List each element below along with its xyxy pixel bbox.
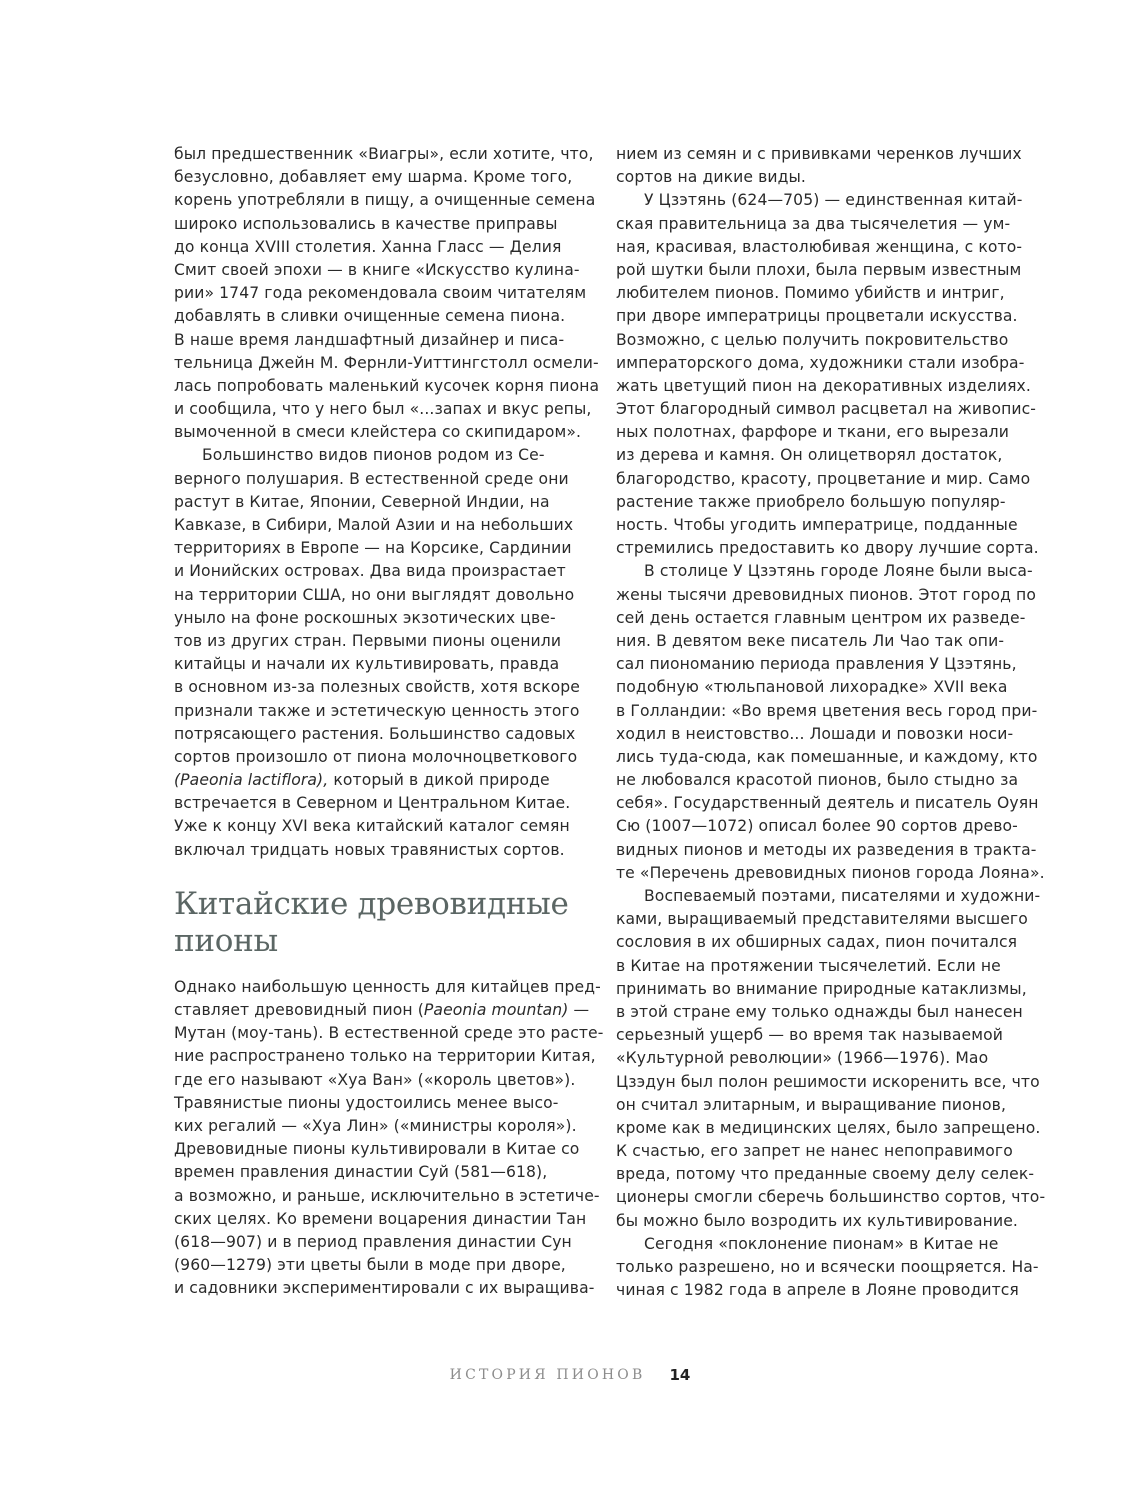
text-line: императорского дома, художники стали изобра- [616,353,1025,372]
text-line: и Ионийских островах. Два вида произрастает [174,562,566,581]
text-line: принимать во внимание природные катаклизмы, [616,979,1027,998]
text-line: а возможно, и раньше, исключительно в эстетиче- [174,1186,600,1205]
text-line: потрясающего растения. Большинство садовых [174,724,576,743]
text-line: где его называют «Хуа Ван» («король цветов»). [174,1070,576,1089]
right-column [616,143,1046,1302]
heading-line-2: пионы [174,922,278,959]
text-line: Травянистые пионы удостоились менее высо- [174,1093,559,1112]
text-line: К счастью, его запрет не нанес непоправимого [616,1142,1013,1161]
text-line: широко использовались в качестве приправы [174,214,558,233]
text-line: Древовидные пионы культивировали в Китае со [174,1140,580,1159]
text-line: тельница Джейн М. Фернли-Уиттингстолл осмели- [174,353,599,372]
text-line: Кавказе, в Сибири, Малой Азии и на небольших [174,516,574,534]
text-line: лись туда-сюда, как помешанные, и каждому, кто [616,747,1038,766]
text-line: ния. В девятом веке писатель Ли Чао так опи- [616,631,1005,650]
text-line: безусловно, добавляет ему шарма. Кроме того, [174,168,573,187]
text-line: растут в Китае, Японии, Северной Индии, на [174,492,550,511]
text-line: (618—907) и в период правления династии Сун [174,1232,572,1251]
text-line: китайцы и начали их культивировать, правда [174,655,560,674]
text-line: из дерева и камня. Он олицетворял достаток, [616,446,1003,465]
text-line: (960—1279) эти цветы были в моде при дворе, [174,1256,566,1275]
text-line: себя». Государственный деятель и писатель Оуян [616,794,1039,813]
text-line: любителем пионов. Помимо убийств и интриг, [616,284,1005,303]
text-line: в Голландии: «Во время цветения весь город при- [616,701,1038,720]
latin-name-lactiflora: (Paeonia lactiflora), [174,771,329,790]
text-line: сортов произошло от пиона молочноцветкового [174,747,578,766]
text-line: в Китае на протяжении тысячелетий. Если не [616,956,1001,975]
text-line: Воспеваемый поэтами, писателями и художни- [644,887,1041,905]
text-line: Мутан (моу-тань). В естественной среде это расте- [174,1024,604,1043]
text-line: Этот благородный символ расцветал на живопис- [616,400,1037,419]
text-line: территориях в Европе — на Корсике, Сардинии [174,539,572,558]
text-line: был предшественник «Виагры», если хотите, что, [174,145,594,163]
text-line: корень употребляли в пищу, а очищенные семена [174,191,596,210]
paragraph-wu-zetian [616,189,1039,560]
text-line: В столице У Цзэтянь городе Лояне были выса- [644,562,1033,581]
paragraph-cultural-revolution [616,885,1046,1233]
text-line: встречается в Северном и Центральном Китае. [174,794,571,813]
paragraph-tree-peony [174,976,604,1301]
text-line: ных полотнах, фарфоре и ткани, его вырезали [616,423,1009,442]
text-line: Однако наибольшую ценность для китайцев пред- [174,977,601,996]
text-line-lactiflora: (Paeonia lactiflora), который в дикой природе [174,771,550,790]
text-line: вреда, потому что преданные своему делу селек- [616,1165,1035,1184]
text-line: бы можно было возродить их культивирование. [616,1211,1018,1230]
text-line: только разрешено, но и всячески поощряется. На- [616,1258,1039,1276]
text-line: рии» 1747 года рекомендовала своим читателям [174,284,587,303]
section-heading [174,886,594,960]
text-line: ние распространено только на территории Китая, [174,1047,596,1066]
page-footer [0,1366,1140,1384]
text-line: У Цзэтянь (624—705) — единственная китай- [644,191,1023,210]
text-line: и сообщила, что у него был «...запах и вкус репы, [174,400,592,419]
text-line: растение также приобрело большую популяр- [616,492,1006,511]
text-line: сал пиономанию периода правления У Цзэтянь, [616,655,1017,674]
text-line: до конца XVIII столетия. Ханна Гласс — Делия [174,237,562,256]
paragraph-today [616,1233,1039,1303]
text-line: признали также и эстетическую ценность этого [174,701,580,720]
text-line: жать цветущий пион на декоративных изделиях. [616,376,1031,395]
text-line: жены тысячи древовидных пионов. Этот город по [616,585,1036,604]
paragraph-species-origin [174,444,594,861]
text-line: ских целях. Ко времени воцарения династии Тан [174,1209,587,1228]
text-line: благородство, красоту, процветание и мир. Само [616,469,1031,488]
text-line: в основном из-за полезных свойств, хотя вскоре [174,678,580,697]
heading-line-1: Китайские древовидные [174,885,569,922]
text-line: уныло на фоне роскошных экзотических цве- [174,608,556,627]
text-line: тов из других стран. Первыми пионы оценили [174,631,562,650]
text-line: сословия в их обширных садах, пион почитался [616,933,1018,952]
text-line: ходил в неистовство... Лошади и повозки носи- [616,724,1014,743]
paragraph-luoyang [616,560,1045,885]
text-line: сортов на дикие виды. [616,168,806,187]
text-line-mountan: ставляет древовидный пион (Paeonia mountan) — [174,1001,590,1019]
text-line: Сю (1007—1072) описал более 90 сортов древо- [616,817,1018,836]
text-line: в этой стране ему только однажды был нанесен [616,1002,1023,1021]
text-line: включал тридцать новых травянистых сортов. [174,840,565,859]
text-line: он считал элитарным, и выращивание пионов, [616,1095,1007,1114]
text-line: нием из семян и с прививками черенков лучших [616,145,1022,163]
page-number: 14 [669,1366,691,1384]
text-line: лась попробовать маленький кусочек корня пиона [174,376,600,395]
text-line: рой шутки были плохи, была первым известным [616,260,1022,279]
text-line: Сегодня «поклонение пионам» в Китае не [644,1234,999,1253]
text-line: Смит своей эпохи — в книге «Искусство кулина- [174,260,580,279]
text-line: на территории США, но они выглядят довольно [174,585,575,604]
text-line: чиная с 1982 года в апреле в Лояне проводится [616,1281,1019,1300]
paragraph-continuation [616,143,1036,189]
left-column [174,143,604,1300]
text-line: времен правления династии Суй (581—618), [174,1163,548,1182]
text-line: ками, выращиваемый представителями высшего [616,910,1028,929]
text-line: Большинство видов пионов родом из Се- [202,446,545,465]
text-line: вымоченной в смеси клейстера со скипидаром». [174,423,582,442]
paragraph-seeds-history [174,143,600,444]
text-line: стремились предоставить ко двору лучшие сорта. [616,539,1039,558]
text-line: и садовники экспериментировали с их выращива- [174,1279,595,1298]
text-line: Возможно, с целью получить покровительство [616,330,1009,349]
text-line: ская правительница за два тысячелетия — ум- [616,214,1011,233]
text-line: не любовался красотой пионов, было стыдно за [616,771,1019,790]
running-title: ИСТОРИЯ ПИОНОВ [449,1367,646,1383]
latin-name-mountan: Paeonia mountan) [423,1001,574,1019]
text-line: подобную «тюльпановой лихорадке» XVII века [616,678,1008,697]
text-line: добавлять в сливки очищенные семена пиона. [174,307,566,326]
text-line: серьезный ущерб — во время так называемой [616,1026,1003,1045]
text-line: ность. Чтобы угодить императрице, подданные [616,516,1018,534]
text-line: ная, красивая, властолюбивая женщина, с кото- [616,237,1023,256]
text-line: Уже к концу XVI века китайский каталог семян [174,817,570,836]
text-line: те «Перечень древовидных пионов города Лояна». [616,863,1045,882]
text-line: при дворе императрицы процветали искусства. [616,307,1018,326]
text-line: кроме как в медицинских целях, было запрещено. [616,1118,1041,1137]
text-line: «Культурной революции» (1966—1976). Мао [616,1049,989,1068]
text-line: В наше время ландшафтный дизайнер и писа- [174,330,565,349]
text-line: ционеры смогли сберечь большинство сортов, что- [616,1188,1046,1207]
text-line: ких регалий — «Хуа Лин» («министры короля»). [174,1116,577,1135]
text-line: сей день остается главным центром их разведе- [616,608,1026,627]
text-line: верного полушария. В естественной среде они [174,469,569,488]
text-line: видных пионов и методы их разведения в тракта- [616,840,1037,859]
text-line: Цзэдун был полон решимости искоренить все, что [616,1072,1040,1091]
